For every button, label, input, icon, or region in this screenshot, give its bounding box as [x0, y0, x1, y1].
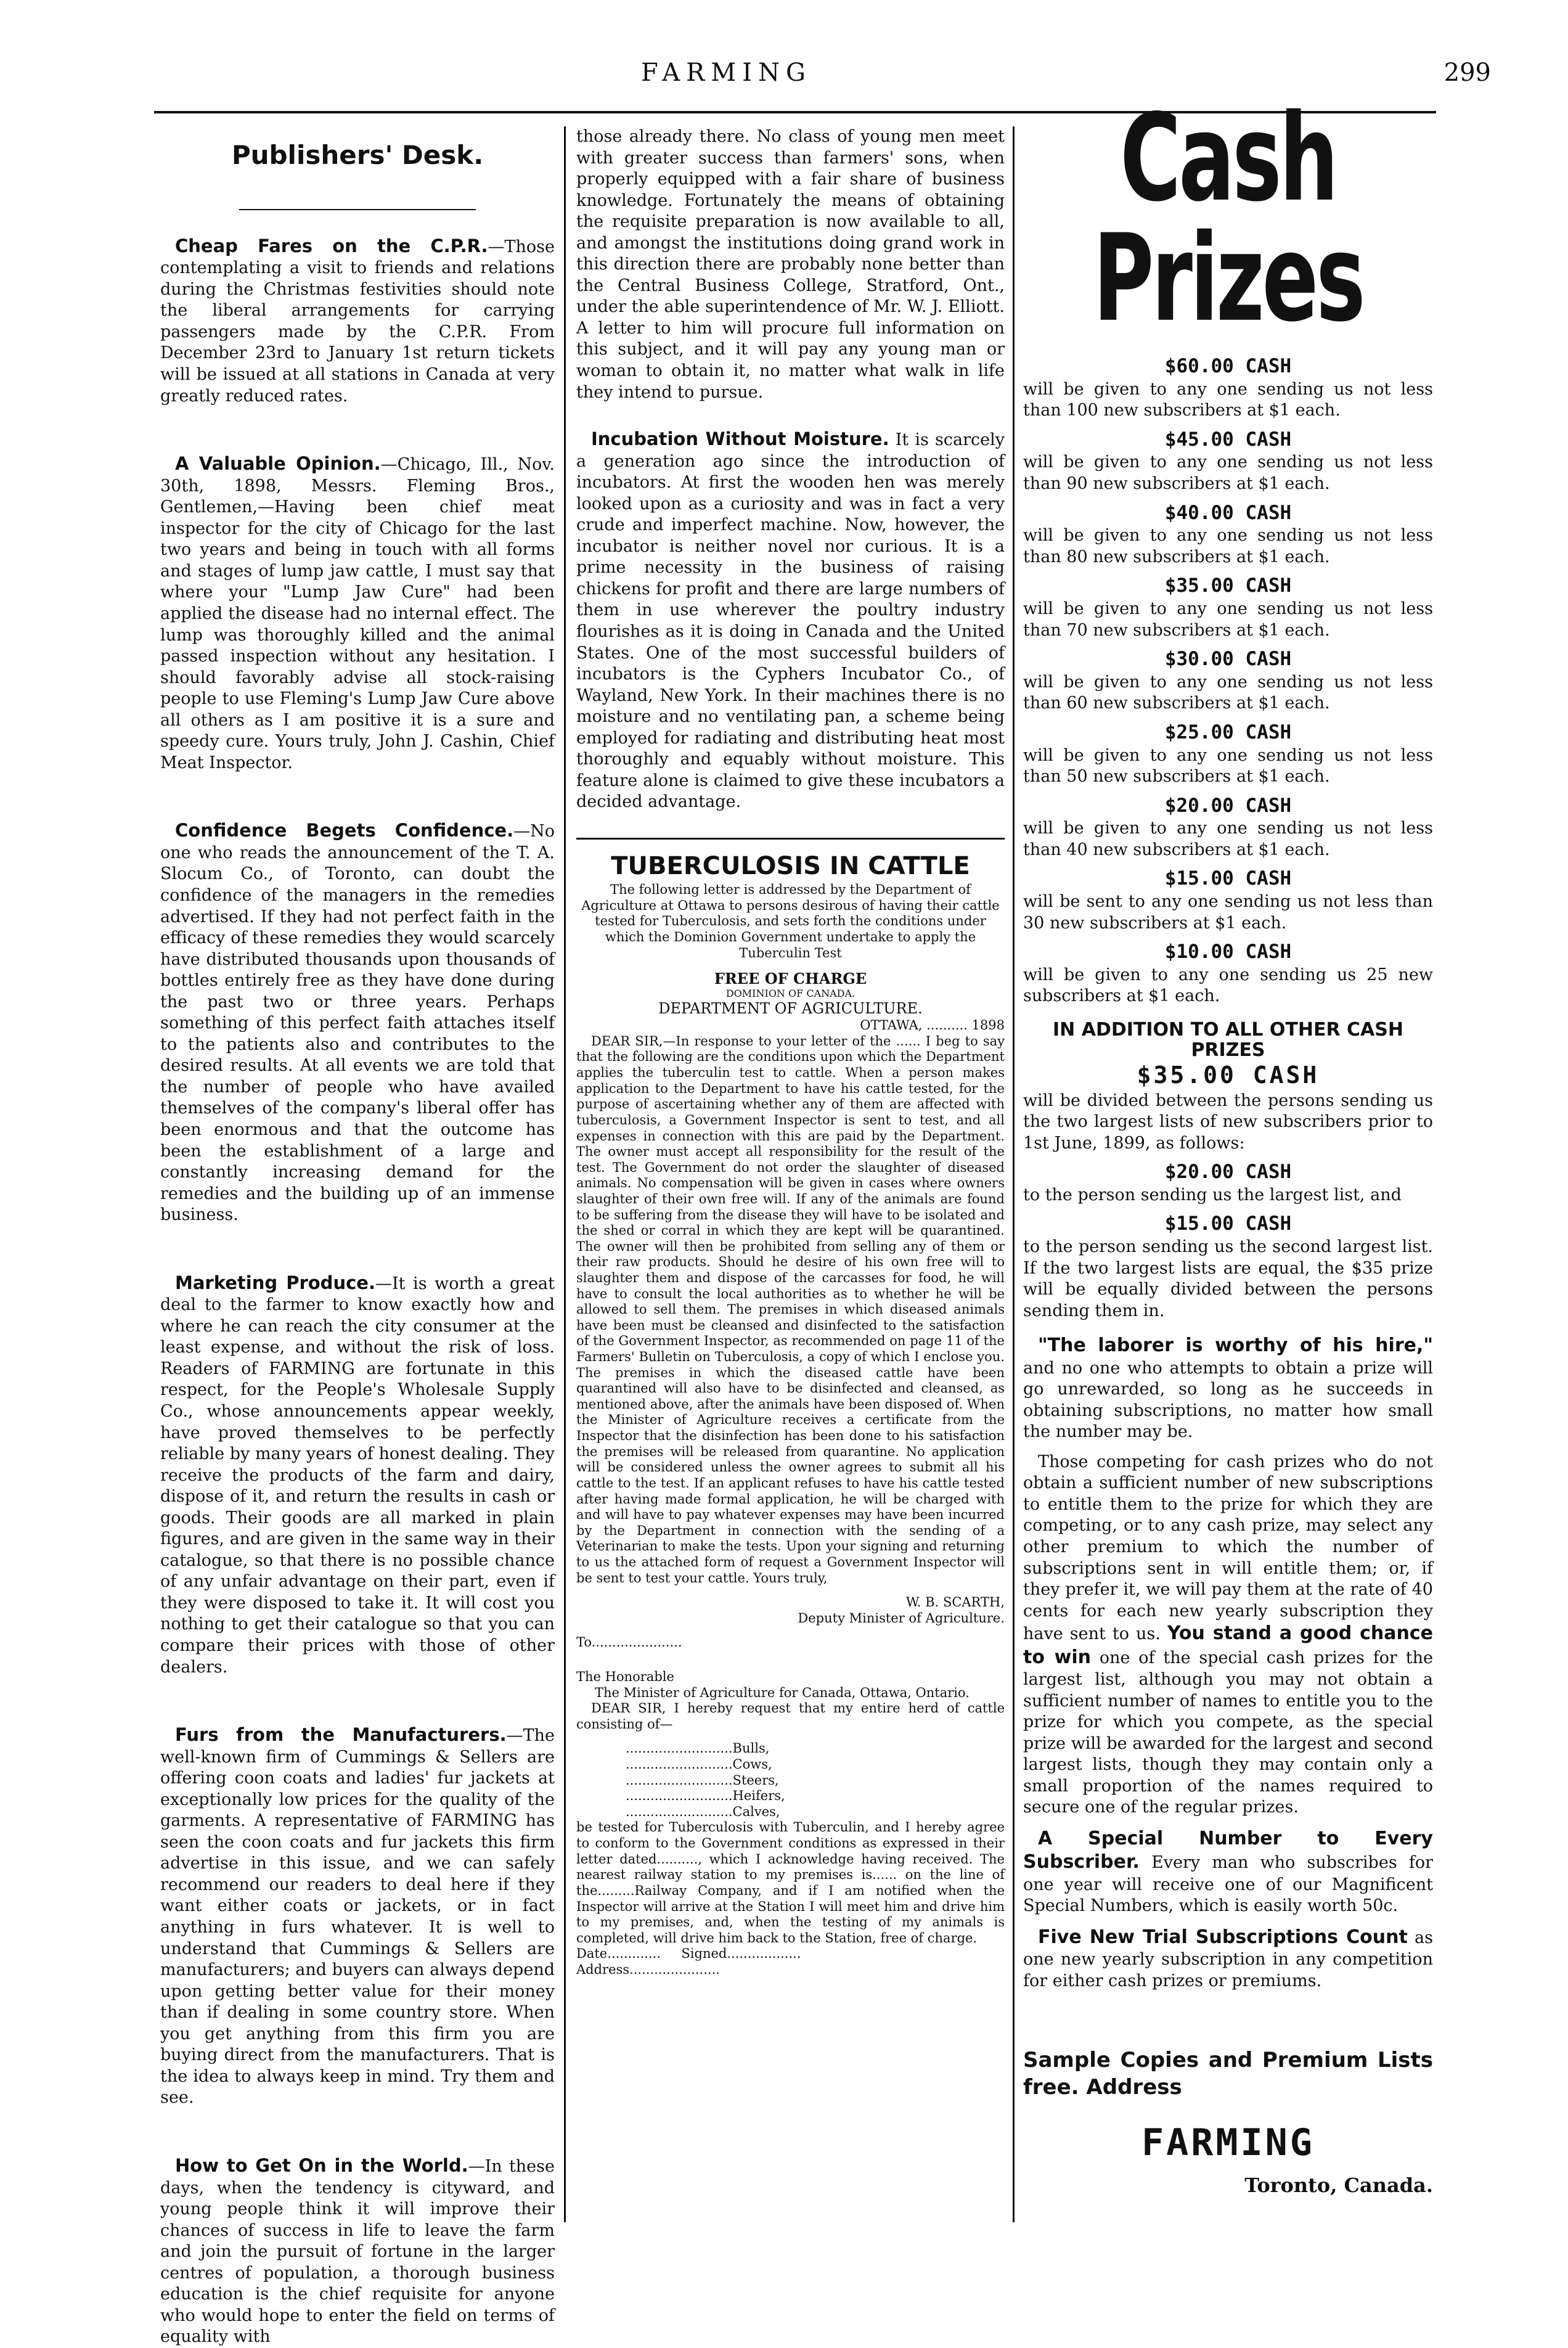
- signer-title: Deputy Minister of Agriculture.: [798, 1610, 1005, 1626]
- signed-line: Signed..................: [681, 1946, 801, 1961]
- column-middle: [576, 126, 1005, 2222]
- laborer-emphasis: "The laborer is worthy of his hire,": [1038, 1335, 1433, 1357]
- article-body: —In these days, when the tendency is cityward, and young people think it will improve their chances of success in life to leave the farm and join the pursuit of fortune in the larger centres of population, a thorough business education is the chief requisite for anyone who would hope to enter the field on terms of equality with: [160, 2156, 555, 2347]
- first-prize-amount: $20.00 CASH: [1164, 1161, 1292, 1184]
- minister-address: The Minister of Agriculture for Canada, Ottawa, Ontario.: [595, 1685, 970, 1700]
- request-continued: be tested for Tuberculosis with Tuberculin, and I hereby agree to conform to the Government conditions as expressed in their letter dated.........., which I acknowledge having received. The nearest railway station to my premises is...... on the line of the.........Railway Company, and if I am notified when the Inspector will arrive at the Station I will meet him and drive him to my premises, and, when the testing of my animals is completed, will drive him back to the Station, free of charge.: [576, 1820, 1005, 1945]
- column-cash-prizes: [1023, 89, 1433, 2222]
- toronto-address: Toronto, Canada.: [1244, 2173, 1433, 2197]
- honorable-label: The Honorable: [576, 1669, 674, 1684]
- chance-emphasis: You stand a good chance to win: [1023, 1622, 1433, 1668]
- free-of-charge: FREE OF CHARGE: [714, 970, 867, 988]
- chance-text: one of the special cash prizes for the largest list, although you may not obtain a sufficient number of names to entitle you to the prize for which you compete, as the special prize will be awarded for the largest and second largest lists, though they may contain only a small proportion of the names required to secure one of the regular prizes.: [1023, 1648, 1433, 1817]
- prize-amount: $25.00 CASH: [1164, 721, 1292, 743]
- article-confidence: [160, 819, 555, 1225]
- column-divider-2: [1013, 126, 1015, 2222]
- five-text: as one new yearly subscription in any competition for either cash prizes or premiums.: [1023, 1928, 1433, 1990]
- dominion-label: DOMINION OF CANADA.: [725, 988, 855, 1000]
- tb-intro: The following letter is addressed by the Department of Agriculture at Ottawa to persons desirous of having their cattle tested for Tuberculosis, and sets forth the conditions under which the Dominion Government undertake to apply the Tuberculin Test: [581, 882, 1000, 960]
- prize-text: will be given to any one sending us not less than 100 new subscribers at $1 each.: [1023, 379, 1433, 420]
- prize-text: will be given to any one sending us not less than 80 new subscribers at $1 each.: [1023, 526, 1433, 567]
- herd-list: [576, 1741, 1005, 1820]
- article-body: It is scarcely a generation ago since the introduction of incubators. At first the wooden hen was merely looked upon as a curiosity and was in fact a very crude and imperfect machine. Now, however, the incubator is neither novel nor curious. It is a prime necessity in the business of raising chickens for profit and there are large numbers of them in use wherever the poultry industry flourishes as it is doing in Canada and the United States. One of the most successful builders of incubators is the Cyphers Incubator Co., of Wayland, New York. In their machines there is no moisture and no ventilating pan, a scheme being employed for radiating and distributing heat most thoroughly and equably without moisture. This feature alone is claimed to give these incubators a decided advantage.: [576, 430, 1005, 812]
- article-heading: Confidence Begets Confidence.: [175, 820, 514, 841]
- prize-amount: $20.00 CASH: [1164, 794, 1292, 817]
- article-heading: Marketing Produce.: [175, 1272, 375, 1293]
- article-incubation: [576, 428, 1005, 813]
- article-body: —Chicago, Ill., Nov. 30th, 1898, Messrs. Fleming Bros., Gentlemen,—Having been chief meat inspector for the city of Chicago for the last two years and being in touch with all forms and stages of lump jaw cattle, I must say that where your "Lump Jaw Cure" had been applied the disease had no internal effect. The lump was thoroughly killed and the animal passed inspection without any hesitation. I should favorably advise all stock-raising people to use Fleming's Lump Jaw Cure above all others as I am positive it is a sure and speedy cure. Yours truly, John J. Cashin, Chief Meat Inspector.: [160, 455, 555, 772]
- first-prize-text: to the person sending us the largest list, and: [1023, 1185, 1402, 1205]
- article-furs: [160, 1724, 555, 2109]
- farming-logo: FARMING: [1141, 2121, 1315, 2165]
- second-prize-amount: $15.00 CASH: [1164, 1213, 1292, 1235]
- request-text: DEAR SIR, I hereby request that my entire herd of cattle consisting of—: [576, 1701, 1005, 1732]
- article-get-on: [160, 2154, 555, 2348]
- letter-date: OTTAWA, .......... 1898: [860, 1018, 1005, 1033]
- competing-paragraph: [1023, 1452, 1433, 1818]
- addition-heading: IN ADDITION TO ALL OTHER CASH PRIZES: [1053, 1018, 1403, 1061]
- herd-item: ..........................Calves,: [626, 1804, 780, 1819]
- five-trial-paragraph: [1023, 1926, 1433, 1992]
- column-divider-1: [564, 126, 566, 2222]
- department-label: DEPARTMENT OF AGRICULTURE.: [658, 999, 923, 1017]
- big-cash-amount: $35.00 CASH: [1137, 1061, 1320, 1089]
- prize-amount: $45.00 CASH: [1164, 428, 1292, 451]
- prize-amount: $15.00 CASH: [1164, 867, 1292, 890]
- page-number: 299: [1443, 59, 1491, 87]
- column-publishers-desk: [160, 126, 555, 2347]
- article-heading: Furs from the Manufacturers.: [175, 1724, 507, 1746]
- prize-amount: $40.00 CASH: [1164, 501, 1292, 524]
- title-rule: [239, 209, 476, 210]
- section-title: Publishers' Desk.: [231, 140, 484, 170]
- address-line: Address......................: [576, 1961, 720, 1977]
- article-body: —The well-known firm of Cummings & Sellers are offering coon coats and ladies' fur jackets at exceptionally low prices for the quality of the garments. A representative of FARMING has seen the coon coats and fur jackets this firm advertise in this issue, and we can safely recommend our readers to deal here if they want either coats or jackets, or in fact anything in furs whatever. It is well to understand that Cummings & Sellers are manufacturers; and buyers can always depend upon getting better value for their money than if dealing in some country store. When you get anything from this firm you are buying direct from the manufacturers. That is the idea to always keep in mind. Try them and see.: [160, 1726, 555, 2108]
- tuberculosis-letter: [576, 882, 1005, 1978]
- cash-prizes-title: Cash Prizes: [1093, 89, 1363, 349]
- date-signed-line: [576, 1946, 1005, 1962]
- article-heading: Cheap Fares on the C.P.R.: [175, 235, 488, 256]
- to-line: To......................: [576, 1635, 682, 1650]
- article-body: —No one who reads the announcement of the T. A. Slocum Co., of Toronto, can doubt the confidence of the managers in the remedies advertised. If they had not perfect faith in the efficacy of these remedies they would scarcely have distributed thousands upon thousands of bottles entirely free as they have done during the past two or three years. Perhaps something of this perfect faith attaches itself to the patients also and contributes to the desired results. At all events we are told that the number of people who have availed themselves of the company's liberal offer has been enormous and that the outcome has been the establishment of a large and constantly increasing demand for the remedies and the building up of an immense business.: [160, 822, 555, 1225]
- prize-amount: $35.00 CASH: [1164, 575, 1292, 597]
- letter-body: DEAR SIR,—In response to your letter of the ...... I beg to say that the following are the conditions upon which the Department applies the tuberculin test to cattle. When a person makes application to the Department to have his cattle tested, for the purpose of ascertaining whether any of them are affected with tuberculosis, a Government Inspector is sent to test, and all expenses in connection with this are paid by the Department. The owner must accept all responsibility for the result of the test. The Government do not order the slaughter of diseased animals. No compensation will be given in cases where owners slaughter of their own free will. If any of the animals are found to be suffering from the disease they will have to be isolated and the shed or corral in which they are kept will be quarantined. The owner will then be prohibited from selling any of them or their raw products. Should he desire of his own free will to slaughter them and dispose of the carcasses for food, he will have to consult the local authorities as to whether he will be allowed to sell them. The premises in which diseased animals have been must be cleansed and disinfected to the satisfaction of the Government Inspector, as recommended on page 11 of the Farmers' Bulletin on Tuberculosis, a copy of which I enclose you. The premises in which the diseased cattle have been quarantined will also have to be disinfected and cleansed, as mentioned above, after the animals have been disposed of. When the Minister of Agriculture receives a certificate from the Inspector that the disinfection has been done to his satisfaction the premises will be released from quarantine. No application will be considered unless the owner agrees to submit all his cattle to the test. If an applicant refuses to have his cattle tested after having made formal application, he will be charged with and will have to pay whatever expenses may have been incurred by the Department in connection with the sending of a Veterinarian to make the tests. Upon your signing and returning to us the attached form of request a Government Inspector will be sent to test your cattle. Yours truly,: [576, 1033, 1005, 1585]
- special-text: Every man who subscribes for one year will receive one of our Magnificent Special Numbers, which is easily worth 50c.: [1023, 1853, 1433, 1916]
- laborer-paragraph: [1023, 1334, 1433, 1443]
- article-continuation: those already there. No class of young men meet with greater success than farmers' sons, when properly equipped with a fair share of business knowledge. Fortunately the means of obtaining the requisite preparation is now available to all, and amongst the institutions doing grand work in this direction there are probably none better than the Central Business College, Stratford, Ont., under the able superintendence of Mr. W. J. Elliott. A letter to him will procure full information on this subject, and it will pay any young man or woman to obtain it, no matter what walk in life they intend to pursue.: [576, 127, 1005, 402]
- article-heading: How to Get On in the World.: [175, 2154, 468, 2176]
- prize-text: will be given to any one sending us not less than 50 new subscribers at $1 each.: [1023, 745, 1433, 787]
- signer-name: W. B. SCARTH,: [905, 1595, 1005, 1610]
- prize-amount: $60.00 CASH: [1164, 355, 1292, 377]
- sample-copies: Sample Copies and Premium Lists free. Address: [1023, 2048, 1433, 2100]
- prize-amount: $10.00 CASH: [1164, 941, 1292, 963]
- prize-amount: $30.00 CASH: [1164, 648, 1292, 671]
- herd-item: ..........................Heifers,: [626, 1788, 785, 1804]
- article-valuable-opinion: [160, 452, 555, 774]
- prize-text: will be given to any one sending us not less than 70 new subscribers at $1 each.: [1023, 599, 1433, 640]
- tuberculosis-heading: TUBERCULOSIS IN CATTLE: [576, 838, 1005, 882]
- running-title: FARMING: [641, 59, 812, 87]
- prize-text: will be given to any one sending us not less than 90 new subscribers at $1 each.: [1023, 452, 1433, 493]
- prize-text: will be given to any one sending us 25 new subscribers at $1 each.: [1023, 965, 1433, 1006]
- special-number-paragraph: [1023, 1827, 1433, 1917]
- competing-text: Those competing for cash prizes who do not obtain a sufficient number of new subscriptions to entitle them to the prize for which they are competing, or to any cash prize, may select any other premium to which the number of subscriptions sent in will entitle them; or, if they prefer it, we will pay them at the rate of 40 cents for each new yearly subscription they have sent to us.: [1023, 1452, 1433, 1644]
- herd-item: ..........................Cows,: [626, 1757, 772, 1772]
- article-body: —Those contemplating a visit to friends and relations during the Christmas festivities should note the liberal arrangements for carrying passengers made by the C.P.R. From December 23rd to January 1st return tickets will be issued at all stations in Canada at very greatly reduced rates.: [160, 237, 555, 406]
- herd-item: ..........................Bulls,: [626, 1741, 770, 1756]
- article-heading: Incubation Without Moisture.: [591, 428, 889, 450]
- five-emphasis: Five New Trial Subscriptions Count: [1038, 1926, 1408, 1948]
- second-prize-text: to the person sending us the second largest list. If the two largest lists are equal, the $35 prize will be equally divided between the persons sending them in.: [1023, 1237, 1433, 1320]
- article-heading: A Valuable Opinion.: [175, 453, 381, 475]
- article-body: —It is worth a great deal to the farmer to know exactly how and where he can reach the city consumer at the least expense, and without the risk of loss. Readers of FARMING are fortunate in this respect, for the People's Wholesale Supply Co., whose announcements appear weekly, have proved themselves to be perfectly reliable by many years of honest dealing. They receive the products of the farm and dairy, dispose of it, and return the results in cash or goods. Their goods are all marked in plain figures, and are given in the same way in their catalogue, so that there is no possible chance of any unfair advantage on their part, even if they were disposed to take it. It will cost you nothing to get their catalogue so that you can compare their prices with those of other dealers.: [160, 1274, 555, 1677]
- prize-list: [1023, 354, 1433, 1007]
- special-emphasis: A Special Number to Every Subscriber.: [1023, 1827, 1433, 1873]
- prize-text: will be given to any one sending us not less than 40 new subscribers at $1 each.: [1023, 819, 1433, 859]
- herd-item: ..........................Steers,: [626, 1772, 779, 1788]
- article-cheap-fares: [160, 235, 555, 407]
- prize-text: will be sent to any one sending us not less than 30 new subscribers at $1 each.: [1023, 892, 1433, 933]
- prize-text: will be given to any one sending us not less than 60 new subscribers at $1 each.: [1023, 672, 1433, 713]
- big-cash-text: will be divided between the persons sending us the two largest lists of new subscribers prior to 1st June, 1899, as follows:: [1023, 1090, 1433, 1153]
- date-line: Date.............: [576, 1946, 661, 1961]
- laborer-text: and no one who attempts to obtain a prize will go unrewarded, so long as he succeeds in obtaining subscriptions, no matter how small the number may be.: [1023, 1358, 1433, 1442]
- article-marketing-produce: [160, 1272, 555, 1678]
